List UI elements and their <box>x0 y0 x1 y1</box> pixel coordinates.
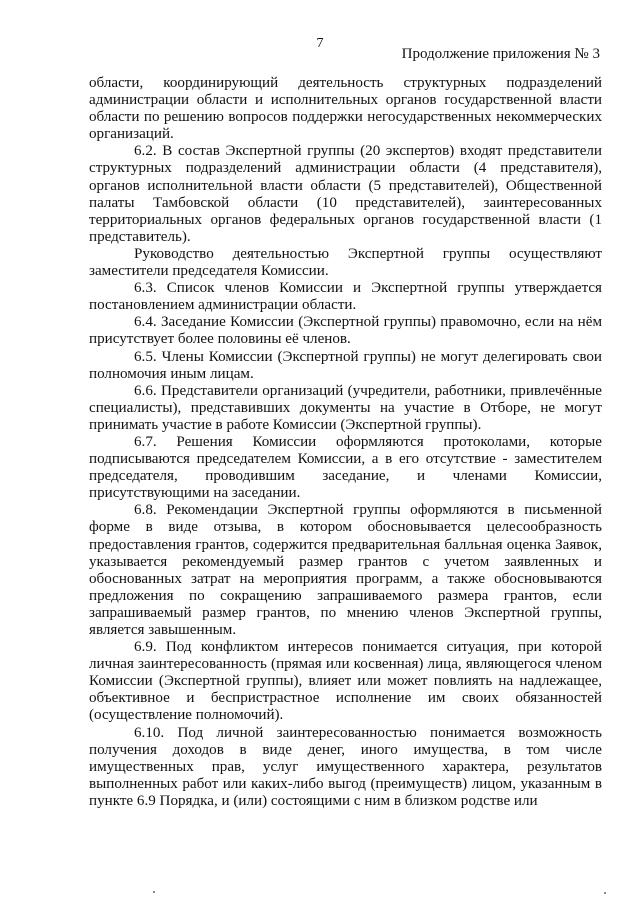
paragraph-6-2-leadership: Руководство деятельностью Экспертной группы осуществляют заместители председателя Комиссии. <box>89 245 602 280</box>
scan-speck <box>604 892 606 894</box>
body-text <box>89 75 602 810</box>
paragraph-6-4: 6.4. Заседание Комиссии (Экспертной группы) правомочно, если на нём присутствует более половины её членов. <box>89 314 602 348</box>
appendix-continuation-note: Продолжение приложения № 3 <box>401 46 600 62</box>
paragraph-6-3: 6.3. Список членов Комиссии и Экспертной группы утверждается постановлением администрации области. <box>89 280 602 314</box>
paragraph-6-6: 6.6. Представители организаций (учредители, работники, привлечённые специалисты), представивших документы на участие в Отборе, не могут принимать участие в работе Комиссии (Экспертной группы). <box>89 382 602 433</box>
scan-speck <box>153 891 155 893</box>
paragraph-6-2: 6.2. В состав Экспертной группы (20 экспертов) входят представители структурных подразделений администрации области (4 представителя), органов исполнительной власти области (5 представителей), Общественной палаты Тамбовской области (10 представителей), заинтересованных территориальных органов федеральных органов государственной власти (1 представитель). <box>89 143 602 245</box>
paragraph-continuation: области, координирующий деятельность структурных подразделений администрации области и исполнительных органов государственной власти области по решению вопросов поддержки негосударственных некоммерческих организаций. <box>89 75 602 143</box>
paragraph-6-7: 6.7. Решения Комиссии оформляются протоколами, которые подписываются председателем Комиссии, а в его отсутствие - заместителем председателя, проводившим заседание, и членами Комиссии, присутствующими на заседании. <box>89 433 602 502</box>
paragraph-6-8: 6.8. Рекомендации Экспертной группы оформляются в письменной форме в виде отзыва, в котором обосновывается целесообразность предоставления грантов, содержится предварительная балльная оценка Заявок, указывается рекомендуемый размер грантов с учетом заявленных и обоснованных затрат на мероприятия программ, а также обосновываются предложения по сокращению запрашиваемого размера грантов, если запрашиваемый размер грантов, по мнению членов Экспертной группы, является завышенным. <box>89 502 602 638</box>
paragraph-6-5: 6.5. Члены Комиссии (Экспертной группы) не могут делегировать свои полномочия иным лицам. <box>89 348 602 382</box>
paragraph-6-9: 6.9. Под конфликтом интересов понимается ситуация, при которой личная заинтересованность (прямая или косвенная) лица, являющегося членом Комиссии (Экспертной группы), влияет или может повлиять на надлежащее, объективное и беспристрастное исполнение им своих обязанностей (осуществление полномочий). <box>89 639 602 724</box>
page-number: 7 <box>316 36 324 51</box>
paragraph-6-10: 6.10. Под личной заинтересованностью понимается возможность получения доходов в виде денег, иного имущества, в том числе имущественных прав, услуг имущественного характера, результатов выполненных работ или каких-либо выгод (преимуществ) лицом, указанным в пункте 6.9 Порядка, и (или) состоящими с ним в близком родстве или <box>89 724 602 809</box>
